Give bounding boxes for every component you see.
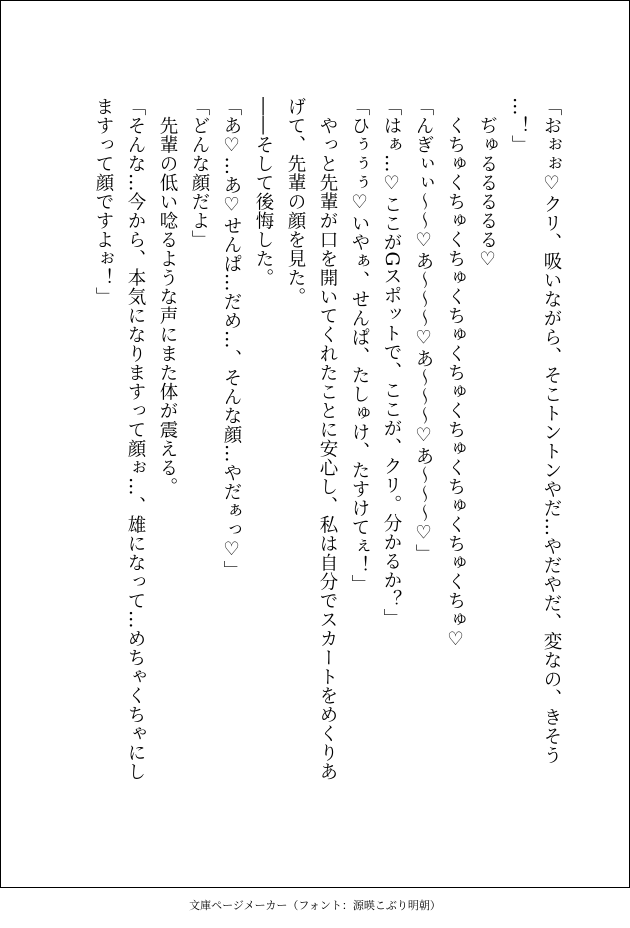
vertical-text-body <box>87 97 567 837</box>
text-line-12: 「どんな顔だよ」 <box>189 97 210 249</box>
text-line-2: …！」 <box>509 97 530 154</box>
text-line-4: くちゅくちゅくちゅくちゅくちゅくちゅくちゅくちゅくちゅ♡ <box>445 115 466 650</box>
text-line-9: げて、先輩の顔を見た。 <box>285 97 306 306</box>
text-line-13: 先輩の低い唸るような声にまた体が震える。 <box>157 115 178 496</box>
text-line-7: 「ひぅぅぅ♡いやぁ、せんぱ、たしゅけ、たすけてぇ！」 <box>349 97 370 594</box>
text-line-1: 「おぉぉ♡クリ、吸いながら、そこトントンやだ…やだやだ、変なの、きそう <box>541 97 562 765</box>
text-line-5: 「んぎぃぃ～～♡あ～～～♡あ～～～♡あ～～～♡」 <box>413 97 434 563</box>
text-line-3: ぢゅるるるるる♡ <box>477 115 498 270</box>
footer-credit: 文庫ページメーカー（フォント：源暎こぶり明朝） <box>189 899 441 912</box>
text-line-6: 「はぁ…♡ここがGスポットで、ここが、クリ。分かるか？」 <box>381 97 402 628</box>
text-line-11: 「あ♡…あ♡せんぱ…だめ…、そんな顔…やだぁっ♡」 <box>221 97 242 580</box>
text-line-14: 「そんな…今から、本気になりますって顔ぉ…、雄になって…めちゃくちゃにし <box>125 97 146 781</box>
text-line-8: やっと先輩が口を開いてくれたことに安心し、私は自分でスカートをめくりあ <box>317 115 338 781</box>
text-line-10: ――そして後悔した。 <box>253 97 274 287</box>
text-line-15: ますって顔ですよぉ！」 <box>93 97 114 306</box>
